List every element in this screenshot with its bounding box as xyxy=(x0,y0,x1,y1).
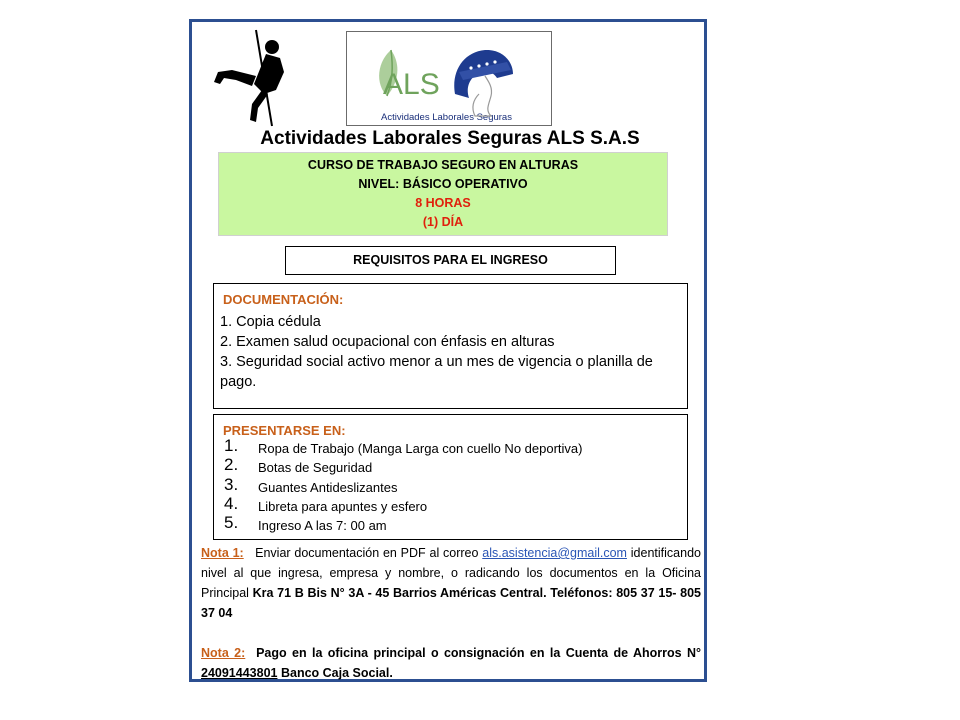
phone-numbers: Teléfonos: 805 37 15- 805 37 04 xyxy=(201,586,701,620)
list-item-text: Ingreso A las 7: 00 am xyxy=(258,518,387,534)
documentation-list xyxy=(220,312,687,392)
course-level: NIVEL: BÁSICO OPERATIVO xyxy=(358,177,528,191)
presentation-heading: PRESENTARSE EN: xyxy=(223,423,346,438)
notes-section xyxy=(201,543,701,683)
company-title: Actividades Laborales Seguras ALS S.A.S xyxy=(260,128,640,149)
list-item-number: 1. xyxy=(224,436,239,455)
presentation-section xyxy=(213,414,688,540)
note-1 xyxy=(201,543,701,623)
email-link[interactable]: als.asistencia@gmail.com xyxy=(482,546,627,560)
bank-name: Banco Caja Social. xyxy=(280,666,393,680)
note-2 xyxy=(201,643,701,683)
list-item-number: 2. xyxy=(224,455,239,475)
account-number: 24091443801 xyxy=(201,666,278,680)
documentation-item: 1. Copia cédula xyxy=(220,314,321,330)
logo-brand-text: ALS xyxy=(383,68,440,101)
note-2-text: Pago en la oficina principal o consignación en la Cuenta de Ahorros N° xyxy=(256,646,701,660)
note-1-label: Nota 1: xyxy=(201,546,244,560)
course-days: (1) DÍA xyxy=(422,215,464,229)
list-item-number: 5. xyxy=(224,513,239,533)
logo-tagline: Actividades Laborales Seguras xyxy=(381,112,512,123)
course-info-box xyxy=(218,152,668,236)
climber-icon xyxy=(206,28,290,128)
documentation-item: 3. Seguridad social activo menor a un mes de vigencia o planilla de pago. xyxy=(220,354,653,390)
requirements-heading: REQUISITOS PARA EL INGRESO xyxy=(285,246,616,275)
note-2-label: Nota 2: xyxy=(201,646,246,660)
list-item-text: Ropa de Trabajo (Manga Larga con cuello No deportiva) xyxy=(258,441,583,456)
note-1-text-continued: identificando nivel al que ingresa, empresa y nombre, o radicando los documentos en la Oficina Principal xyxy=(201,546,701,600)
course-title: CURSO DE TRABAJO SEGURO EN ALTURAS xyxy=(307,158,579,172)
list-item-text: Libreta para apuntes y esfero xyxy=(258,498,428,514)
documentation-item: 2. Examen salud ocupacional con énfasis en alturas xyxy=(220,334,555,350)
documentation-heading: DOCUMENTACIÓN: xyxy=(223,292,344,307)
documentation-section xyxy=(213,283,688,409)
list-item-number: 3. xyxy=(224,474,239,494)
course-hours: 8 HORAS xyxy=(415,196,471,210)
list-item-text: Guantes Antideslizantes xyxy=(258,479,398,495)
office-address: Kra 71 B Bis N° 3A - 45 Barrios Américas Central. xyxy=(252,586,547,600)
list-item-text: Botas de Seguridad xyxy=(258,460,373,476)
company-logo xyxy=(346,31,552,126)
note-1-text: Enviar documentación en PDF al correo xyxy=(255,546,479,560)
list-item-number: 4. xyxy=(224,493,239,513)
